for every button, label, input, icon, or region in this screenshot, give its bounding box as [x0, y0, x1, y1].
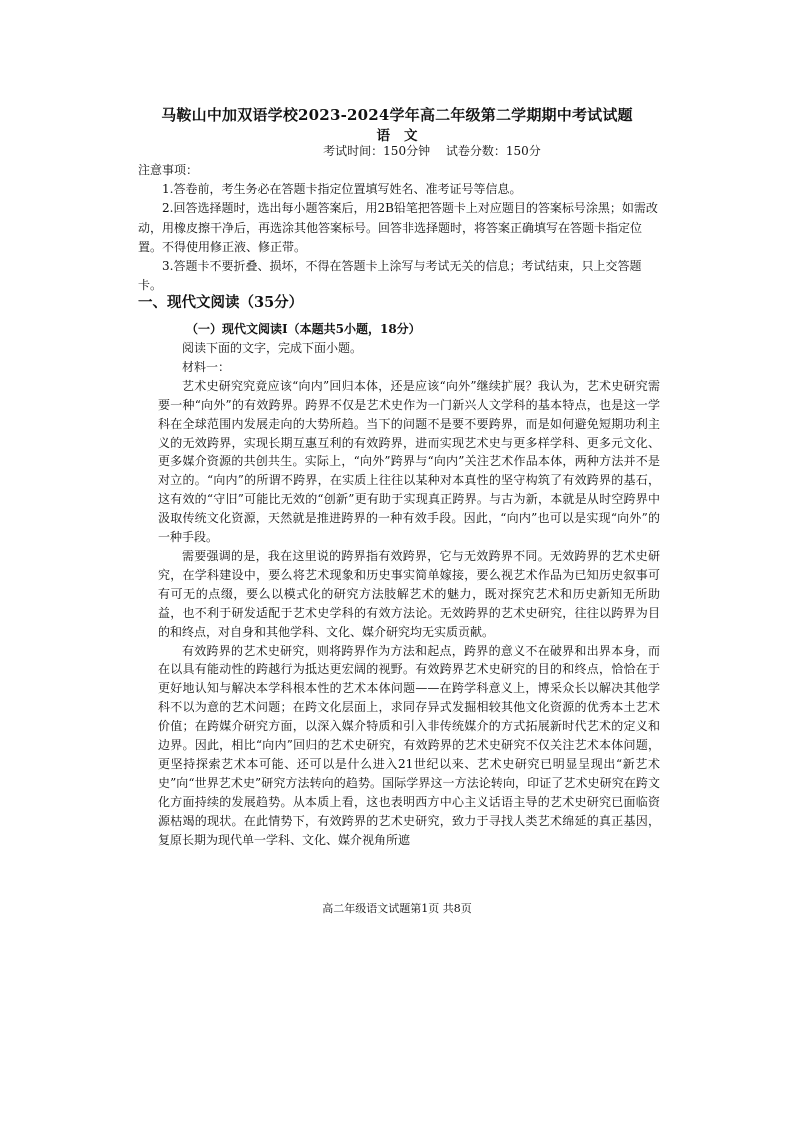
subject-label: 语文: [376, 128, 432, 144]
page-footer: 高二年级语文试题第1页 共8页: [322, 902, 472, 915]
passage-paragraph-3: 有效跨界的艺术史研究，则将跨界作为方法和起点，跨界的意义不在破界和出界本身，而在以具有能动性的跨越行为抵达更宏阔的视野。有效跨界艺术史研究的目的和终点，恰恰在于更好地认知与解决本学科根本性的艺术本体问题——在跨学科意义上，博采众长以解决其他学科不以为意的艺术问题；在跨文化层面上，求同存异式发掘相较其他文化资源的优秀本土艺术价值；在跨媒介研究方面，以深入媒介特质和引入非传统媒介的方式拓展新时代艺术的定义和边界。因此，相比“向内”回归的艺术史研究，有效跨界的艺术史研究不仅关注艺术本体问题，更坚持探索艺术本可能、还可以是什么进入21世纪以来、艺术史研究已明显呈现出“新艺术史”向“世界艺术史”研究方法转向的趋势。国际学界这一方法论转向，印证了艺术史研究在跨文化方面持续的发展趋势。从本质上看，这也表明西方中心主义话语主导的艺术史研究已面临资源枯竭的现状。在此情势下，有效跨界的艺术史研究，致力于寻找人类艺术绵延的真正基因，复原长期为现代单一学科、文化、媒介视角所遮: [158, 643, 660, 847]
passage-paragraph-2: 需要强调的是，我在这里说的跨界指有效跨界，它与无效跨界不同。无效跨界的艺术史研究，在学科建设中，要么将艺术现象和历史事实简单嫁接，要么视艺术作品为已知历史叙事可有可无的点缀，要么以模式化的研究方法肢解艺术的魅力，既对探究艺术和历史新知无所助益，也不利于研发适配于艺术史学科的有效方法论。无效跨界的艺术史研究，往往以跨界为目的和终点，对自身和其他学科、文化、媒介研究均无实质贡献。: [158, 548, 660, 639]
exam-info: [0, 142, 794, 159]
section-title: 一、现代文阅读（35分）: [138, 294, 304, 311]
instruction-text: 阅读下面的文字，完成下面小题。: [182, 341, 363, 355]
notes-heading: 注意事项：: [138, 163, 199, 177]
passage-paragraph-1: 艺术史研究究竟应该“向内”回归本体，还是应该“向外”继续扩展？我认为，艺术史研究需要一种“向外”的有效跨界。跨界不仅是艺术史作为一门新兴人文学科的基本特点，也是这一学科在全球范围内发展走向的大势所趋。当下的问题不是要不要跨界，而是如何避免短期功利主义的无效跨界，实现长期互惠互利的有效跨界，进而实现艺术史与更多样学科、更多元文化、更多媒介资源的共创共生。实际上，“向外”跨界与“向内”关注艺术作品本体，两种方法并不是对立的。“向内”的所谓不跨界，在实质上往往以某种对本真性的坚守构筑了有效跨界的基石，这有效的“守旧”可能比无效的“创新”更有助于实现真正跨界。与古为新，本就是从时空跨界中汲取传统文化资源，天然就是推进跨界的一种有效手段。因此，“向内”也可以是实现“向外”的一种手段。: [158, 378, 660, 545]
exam-title: 马鞍山中加双语学校2023-2024学年高二年级第二学期期中考试试题: [161, 106, 633, 124]
reading-passage: [158, 339, 660, 849]
section-subtitle: （一）现代文阅读Ⅰ（本题共5小题，18分）: [186, 322, 421, 336]
note-item-2: 2.回答选择题时，选出每小题答案后，用2B铅笔把答题卡上对应题目的答案标号涂黑；如需改动，用橡皮擦干净后，再选涂其他答案标号。回答非选择题时，将答案正确填写在答题卡指定位置。不得使用修正液、修正带。: [138, 201, 658, 254]
exam-time: 考试时间：150分钟: [323, 144, 431, 158]
note-item-3: 3.答题卡不要折叠、损坏，不得在答题卡上涂写与考试无关的信息；考试结束，只上交答题卡。: [138, 259, 642, 293]
exam-score: 试卷分数：150分: [445, 144, 541, 158]
note-item-1: 1.答卷前，考生务必在答题卡指定位置填写姓名、准考证号等信息。: [162, 182, 522, 197]
notes-block: [138, 161, 664, 295]
material-label: 材料一：: [182, 359, 231, 374]
